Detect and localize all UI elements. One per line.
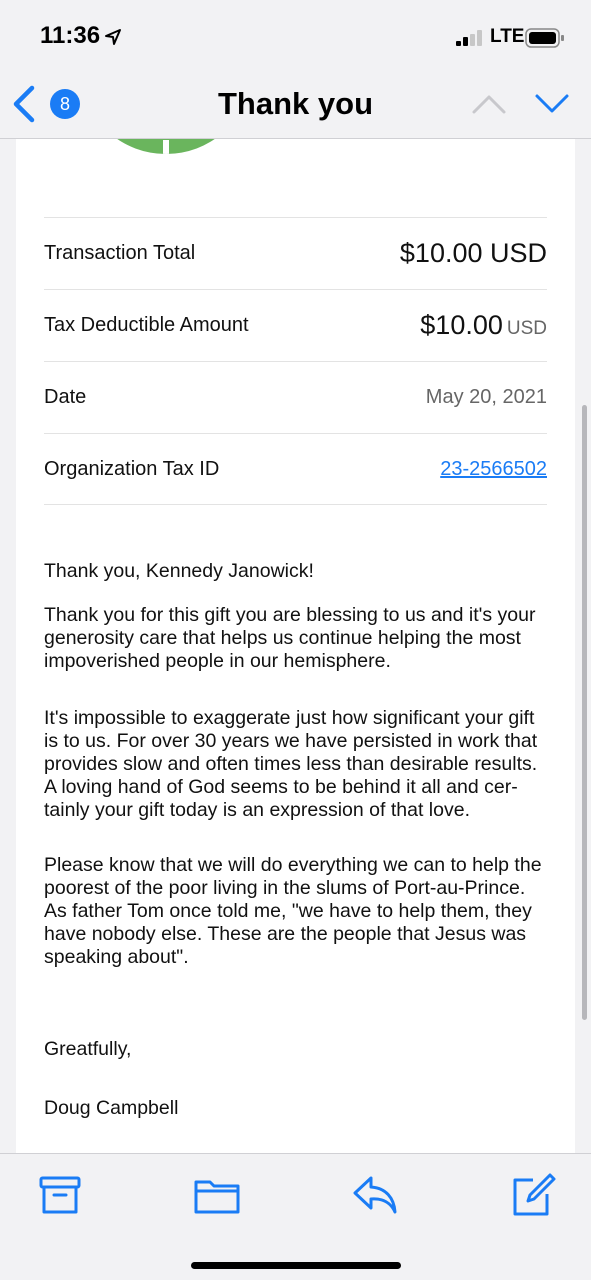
tax-deductible-value: $10.00 — [420, 310, 503, 340]
tax-id-link[interactable]: 23-2566502 — [440, 457, 547, 480]
scrollbar[interactable] — [582, 405, 587, 1020]
location-arrow-icon — [104, 28, 122, 46]
letter-closing: Greatfully, — [44, 1038, 132, 1060]
divider — [44, 504, 547, 505]
row-label: Date — [44, 386, 87, 408]
row-label: Tax Deductible Amount — [44, 314, 249, 336]
letter-paragraph: It's impossible to exaggerate just how significant your gift is to us. For over 30 years we have persisted in work that provides slow and often times less than desirable results. A loving hand of God seems to be behind it all and cer-tainly your gift today is an expression of that love. — [44, 707, 538, 821]
date-value: May 20, 2021 — [425, 386, 547, 408]
unread-count-badge: 8 — [50, 89, 80, 119]
email-card — [16, 139, 575, 1153]
bottom-toolbar — [0, 1153, 591, 1280]
home-indicator[interactable] — [191, 1262, 401, 1269]
tax-deductible-row — [44, 289, 547, 361]
tax-id-row — [44, 433, 547, 504]
battery-icon — [525, 27, 565, 49]
row-label: Transaction Total — [44, 242, 196, 264]
network-type: LTE — [490, 26, 525, 47]
status-time: 11:36 — [40, 22, 101, 49]
status-bar — [0, 0, 591, 68]
row-label: Organization Tax ID — [44, 457, 220, 480]
letter-signature: Doug Campbell — [44, 1097, 179, 1119]
next-message-button[interactable] — [533, 88, 571, 118]
date-row — [44, 361, 547, 433]
email-body[interactable] — [0, 139, 591, 1153]
nav-bar — [0, 68, 591, 139]
letter-paragraph: Thank you for this gift you are blessing to us and it's your generosity care that helps us continue helping the most impoverished people in our hemisphere. — [44, 604, 536, 672]
transaction-total-value: $10.00 USD — [399, 238, 547, 268]
cellular-signal-icon — [456, 30, 484, 46]
archive-button[interactable] — [36, 1172, 84, 1218]
previous-message-button[interactable] — [470, 88, 508, 118]
letter-paragraph: Please know that we will do everything we can to help the poorest of the poor living in the slums of Port-au-Prince. As father Tom once told me, "we have to help them, they have nobody else. These are the people that Jesus was speaking about". — [44, 854, 542, 968]
tax-deductible-unit: USD — [506, 318, 547, 339]
move-to-folder-button[interactable] — [193, 1172, 241, 1218]
tax-deductible-value-group — [420, 310, 547, 341]
letter-greeting: Thank you, Kennedy Janowick! — [44, 560, 314, 582]
reply-button[interactable] — [351, 1172, 399, 1218]
transaction-total-row — [44, 217, 547, 289]
page-title: Thank you — [217, 86, 373, 121]
organization-logo — [86, 139, 246, 154]
compose-button[interactable] — [509, 1172, 557, 1218]
